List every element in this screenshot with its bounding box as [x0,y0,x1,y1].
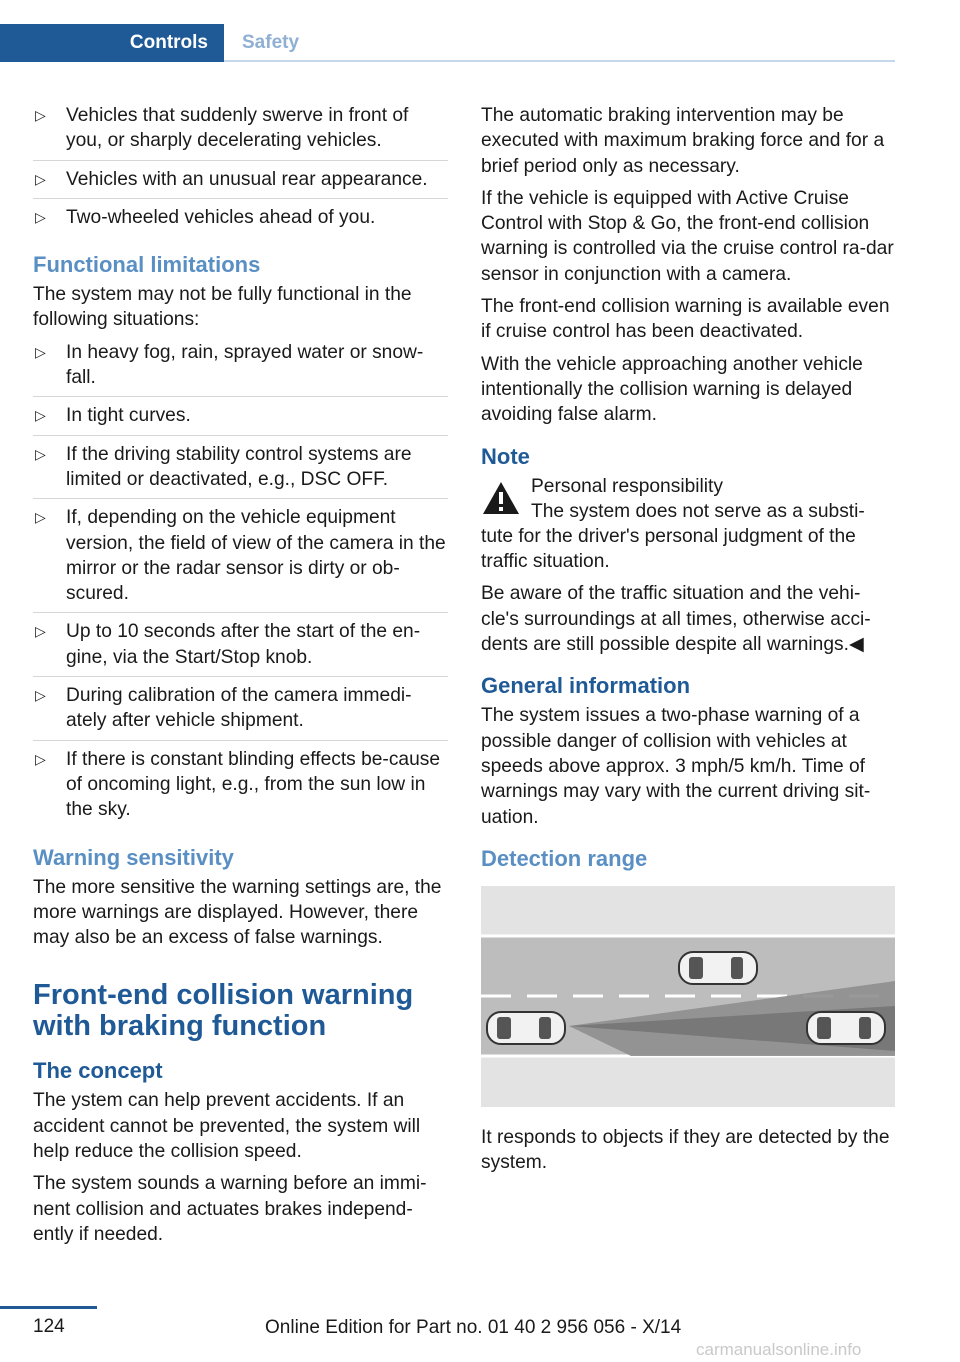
own-car-icon [487,1012,565,1044]
detection-range-text: It responds to objects if they are detected by the system. [481,1126,890,1174]
list-item: ▷ In tight curves. [33,403,448,435]
right-column [481,103,895,1182]
delay-paragraph: With the vehicle approaching another vehicle intentionally the collision warning is delayed avoiding false alarm. [481,353,863,426]
warning-sensitivity-heading: Warning sensitivity [33,844,234,870]
tab-controls-label: Controls [129,32,208,53]
warning-triangle-icon [481,480,521,516]
tab-divider [224,60,895,62]
triangle-bullet-icon: ▷ [35,170,46,187]
triangle-bullet-icon: ▷ [35,750,46,767]
concept-paragraph-2: The system sounds a warning before an immi-nent collision and actuates brakes independ-ently if needed. [33,1173,427,1245]
general-information-text: The system issues a two-phase warning of a possible danger of collision with vehicles at speeds above approx. 3 mph/5 km/h. Time of warnings may vary with the current driving sit-uation. [481,705,871,828]
edition-line: Online Edition for Part no. 01 40 2 956 056 - X/14 [265,1317,682,1338]
triangle-bullet-icon: ▷ [35,623,46,640]
functional-limitations-heading: Functional limitations [33,252,261,278]
list-item: ▷ In heavy fog, rain, sprayed water or snow-fall. [33,340,448,398]
triangle-bullet-icon: ▷ [35,509,46,526]
triangle-bullet-icon: ▷ [35,407,46,424]
header-tabbar [0,24,895,62]
note-heading: Note [481,443,530,469]
detection-range-heading: Detection range [481,845,648,871]
limitations-list [33,340,448,829]
tab-controls[interactable] [0,24,224,62]
watermark: carmanualsonline.info [696,1340,862,1359]
triangle-bullet-icon: ▷ [35,107,46,123]
main-section-heading: Front-end collision warning with braking function [33,979,414,1043]
list-item: ▷ If the driving stability control systems are limited or deactivated, e.g., DSC OFF. [33,442,448,500]
car-front-icon [807,1012,885,1044]
concept-heading: The concept [33,1058,163,1084]
list-item: ▷ Two-wheeled vehicles ahead of you. [33,205,448,236]
vehicle-list [33,103,448,236]
triangle-bullet-icon: ▷ [35,445,46,462]
detection-range-illustration [481,886,895,1107]
list-item: ▷ During calibration of the camera immedi-ately after vehicle shipment. [33,683,448,741]
list-item: ▷ Vehicles with an unusual rear appearance. [33,167,448,199]
left-column [33,103,448,1254]
warning-text-2: Be aware of the traffic situation and the vehi-cle's surroundings at all times, otherwise acci-dents are still possible despite all warnings.◀ [481,583,871,656]
warning-sensitivity-text: The more sensitive the warning settings are, the more warnings are displayed. However, there may also be an excess of false warnings. [33,876,442,949]
list-item: ▷ If, depending on the vehicle equipment version, the field of view of the camera in the mirror or the radar sensor is dirty or ob-scured. [33,505,448,613]
functional-limitations-text: The system may not be fully functional in the following situations: [33,284,412,331]
availability-paragraph: The front-end collision warning is available even if cruise control has been deactivated. [481,296,890,343]
triangle-bullet-icon: ▷ [35,687,46,704]
footer-rule [0,1306,97,1309]
cruise-control-paragraph: If the vehicle is equipped with Active Cruise Control with Stop & Go, the front-end collision warning is controlled via the cruise control ra-dar sensor in conjunction with a camera. [481,187,894,285]
braking-paragraph: The automatic braking intervention may be executed with maximum braking force and for a brief period only as necessary. [481,105,885,177]
page-number: 124 [33,1316,65,1337]
list-item: ▷ Up to 10 seconds after the start of the en-gine, via the Start/Stop knob. [33,619,448,677]
tab-safety-label: Safety [242,32,300,53]
warning-text: The system does not serve as a substi-tute for the driver's personal judgment of the traffic situation. [481,500,865,573]
list-item: ▷ If there is constant blinding effects be-cause of oncoming light, e.g., from the sun low in the sky. [35,748,441,821]
triangle-bullet-icon: ▷ [35,208,46,225]
list-item: ▷ Vehicles that suddenly swerve in front of you, or sharply decelerating vehicles. [33,103,448,161]
warning-title: Personal responsibility [531,475,723,497]
tab-safety[interactable] [224,24,299,62]
detection-range-diagram [481,886,895,1107]
warning-box [481,474,895,518]
triangle-bullet-icon: ▷ [35,343,46,360]
concept-paragraph-1: The ystem can help prevent accidents. If an accident cannot be prevented, the system will help reduce the collision speed. [33,1090,421,1163]
general-information-heading: General information [481,673,691,699]
car-ahead-icon [679,952,757,984]
